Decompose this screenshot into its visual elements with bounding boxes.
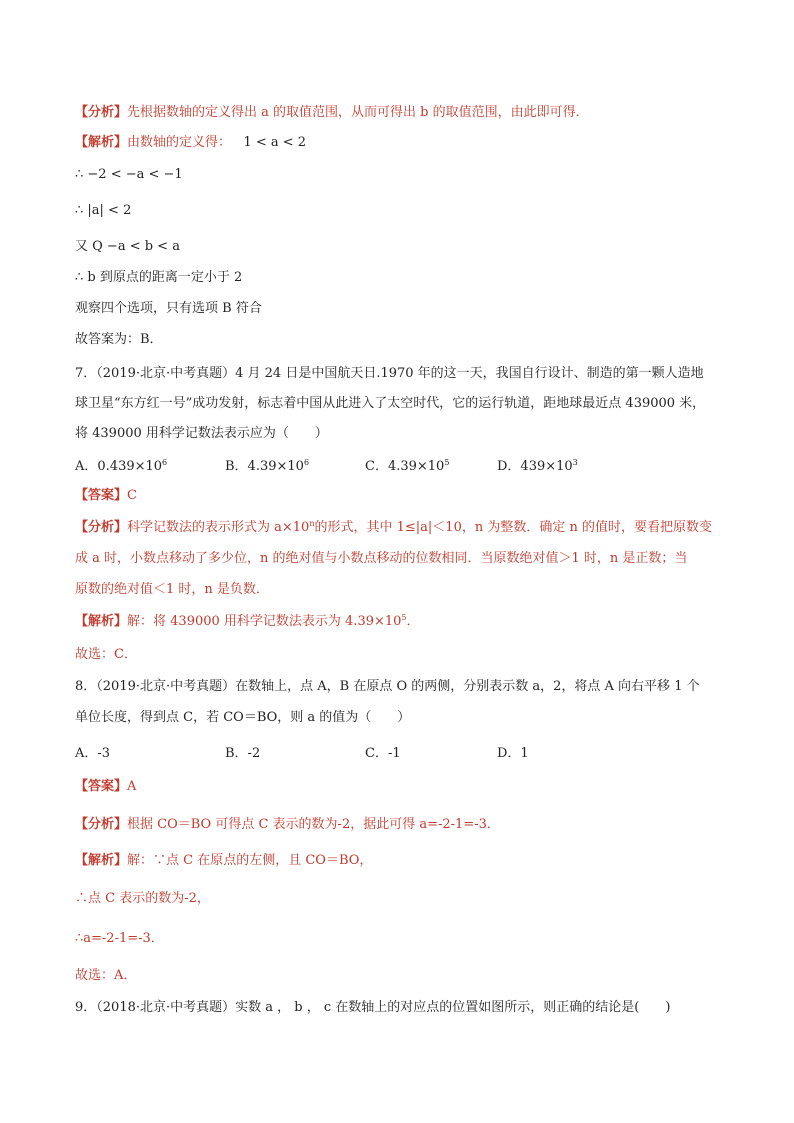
q7-option-c: C．$4.39\times 10^5$ <box>365 458 450 474</box>
p6-step-3: 又 Q −a < b < a <box>75 239 180 254</box>
q7-option-d: D．$439\times 10^3$ <box>497 458 578 474</box>
q8-choice: 故选：A． <box>75 968 137 983</box>
q7-solution: 【解析】解：将 439000 用科学记数法表示为 $4.39\times 10^5$． <box>75 613 420 629</box>
p6-answer: 故答案为：B． <box>75 332 163 347</box>
q8-stem-line-2: 单位长度，得到点 C，若 CO＝BO，则 a 的值为（ ） <box>75 710 411 725</box>
p6-solution: 【解析】由数轴的定义得： 1 < a < 2 <box>75 135 307 150</box>
q8-option-b: B．-2 <box>225 746 261 761</box>
q7-option-a: A．$0.439\times 10^6$ <box>75 458 168 474</box>
p6-step-4: ∴ b 到原点的距离一定小于 2 <box>75 270 243 285</box>
solution-tag: 【解析】 <box>75 135 128 150</box>
q7-analysis-line-1: 【分析】科学记数法的表示形式为 $a\times 10^n$的形式，其中 1≤|a|＜10，n 为整数．确定 n 的值时，要看把原数变 <box>75 519 712 535</box>
q7-choice: 故选：C． <box>75 647 137 662</box>
p6-step-5: 观察四个选项，只有选项 B 符合 <box>75 301 262 316</box>
q7-stem-line-2: 球卫星“东方红一号”成功发射，标志着中国从此进入了太空时代，它的运行轨道，距地球最近点 439000 米， <box>75 396 706 411</box>
p6-step-2: ∴ |a| < 2 <box>75 203 132 218</box>
analysis-tag: 【分析】 <box>75 105 128 120</box>
q8-option-a: A．-3 <box>75 746 111 761</box>
q7-answer: 【答案】C <box>75 488 137 503</box>
q7-option-b: B．$4.39\times 10^6$ <box>225 458 310 474</box>
q8-step-2: ∴a=-2-1=-3． <box>75 931 164 946</box>
q8-step-1: ∴点 C 表示的数为-2， <box>75 891 210 906</box>
q7-stem-line-3: 将 439000 用科学记数法表示应为（ ） <box>75 426 328 441</box>
q8-stem-line-1: 8．（2019·北京·中考真题）在数轴上，点 A，B 在原点 O 的两侧，分别表示数 a，2，将点 A 向右平移 1 个 <box>75 679 700 694</box>
q7-stem-line-1: 7．（2019·北京·中考真题）4 月 24 日是中国航天日.1970 年的这一天，我国自行设计、制造的第一颗人造地 <box>75 366 704 381</box>
q7-analysis-line-3: 原数的绝对值＜1 时，n 是负数． <box>75 582 269 597</box>
q8-option-d: D．1 <box>497 746 529 761</box>
p6-step-1: ∴ −2 < −a < −1 <box>75 167 183 182</box>
q7-analysis-line-2: 成 a 时，小数点移动了多少位，n 的绝对值与小数点移动的位数相同．当原数绝对值＞1 时，n 是正数；当 <box>75 551 688 566</box>
p6-analysis: 【分析】先根据数轴的定义得出 a 的取值范围，从而可得出 b 的取值范围，由此即可得． <box>75 105 589 120</box>
q8-solution: 【解析】解：∵点 C 在原点的左侧，且 CO＝BO， <box>75 853 373 868</box>
q8-answer: 【答案】A <box>75 779 137 794</box>
q8-analysis: 【分析】根据 CO＝BO 可得点 C 表示的数为-2，据此可得 a=-2-1=-3． <box>75 817 500 832</box>
q9-stem: 9．（2018·北京·中考真题）实数 a ， b ， c 在数轴上的对应点的位置如图所示，则正确的结论是( ) <box>75 1000 671 1015</box>
q8-option-c: C．-1 <box>365 746 401 761</box>
